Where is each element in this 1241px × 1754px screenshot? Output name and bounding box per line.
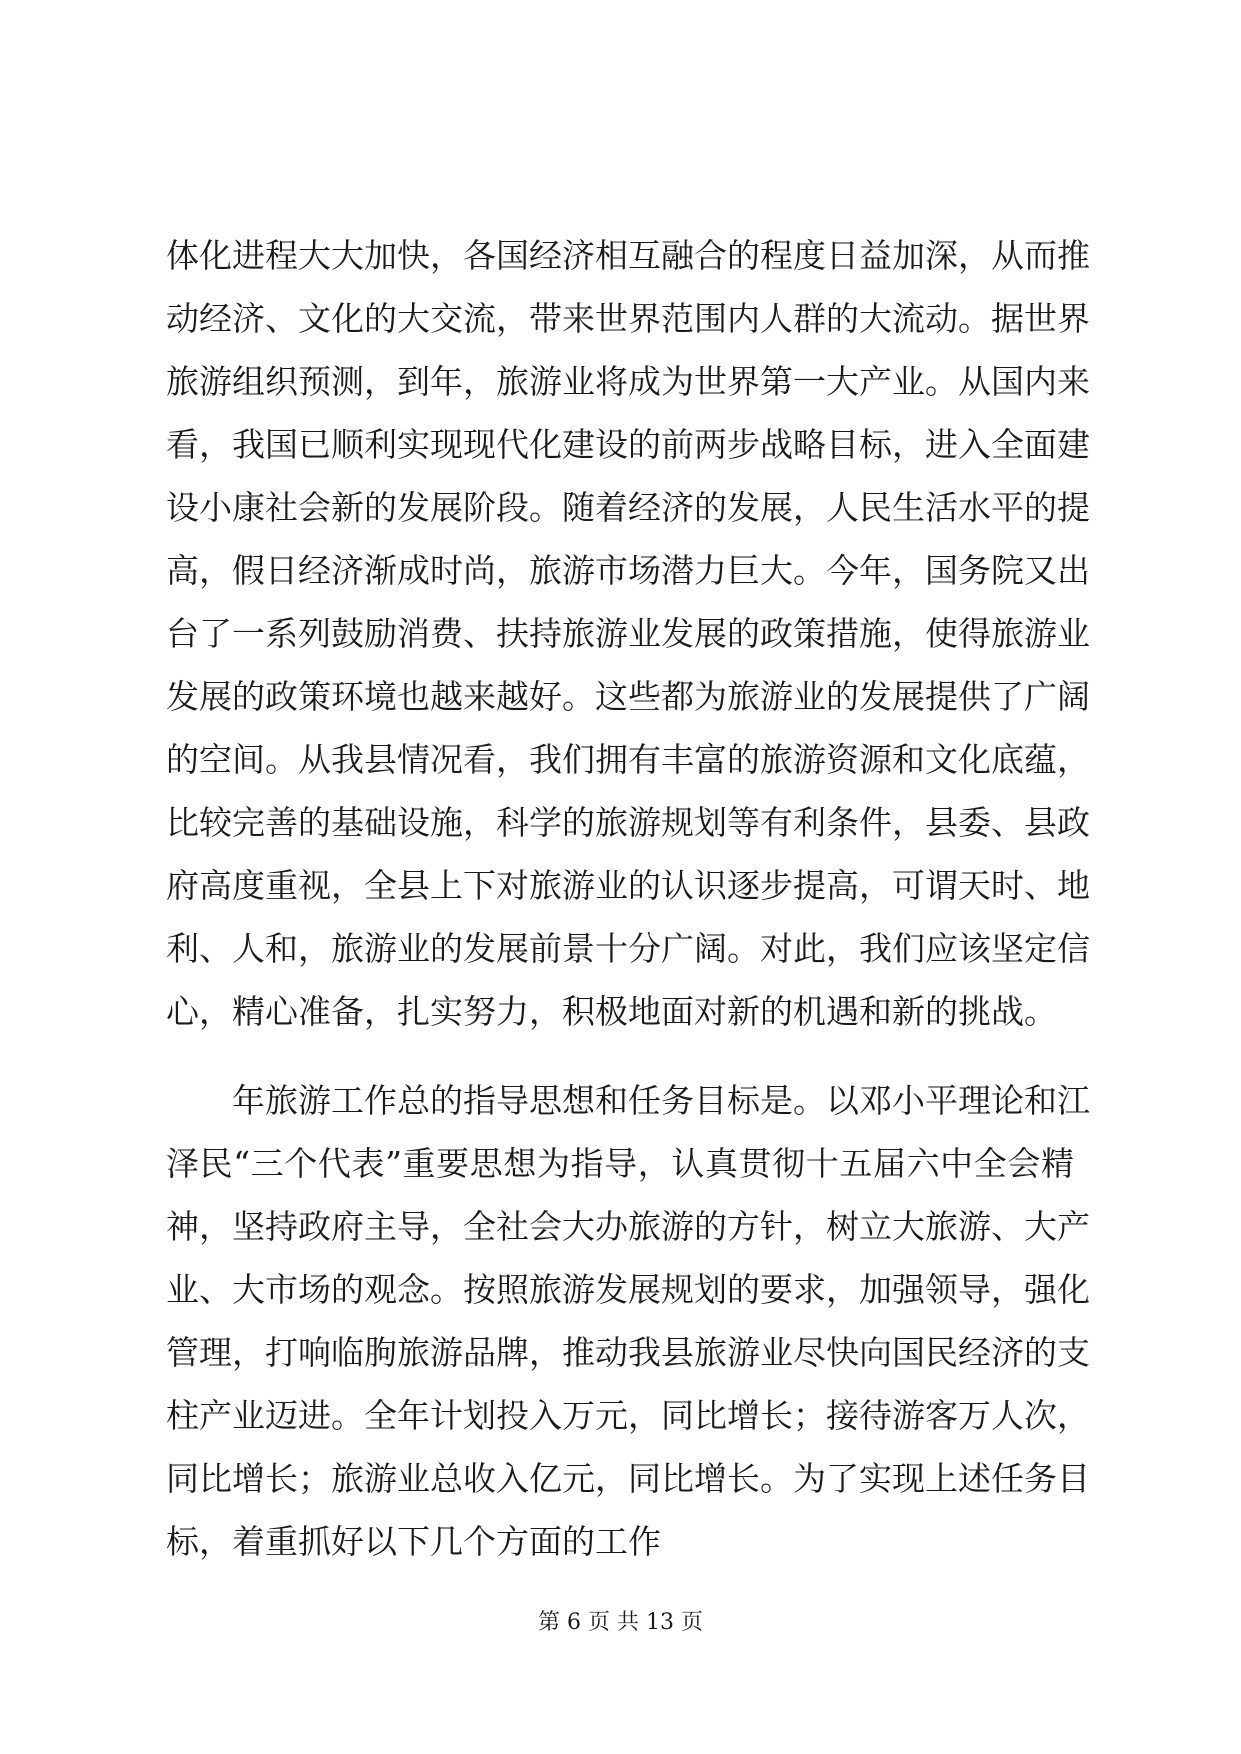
paragraph-line: 的空间。从我县情况看，我们拥有丰富的旅游资源和文化底蕴， bbox=[166, 740, 1090, 779]
paragraph-line: 比较完善的基础设施，科学的旅游规划等有利条件，县委、县政 bbox=[166, 803, 1090, 842]
paragraph-line: 神，坚持政府主导，全社会大办旅游的方针，树立大旅游、大产 bbox=[166, 1207, 1090, 1246]
paragraph-line: 体化进程大大加快，各国经济相互融合的程度日益加深，从而推 bbox=[166, 236, 1090, 275]
paragraph-1 bbox=[166, 224, 1090, 1043]
paragraph-line: 标，着重抓好以下几个方面的工作 bbox=[166, 1522, 661, 1561]
paragraph-line: 看，我国已顺利实现现代化建设的前两步战略目标，进入全面建 bbox=[166, 425, 1090, 464]
page-indicator: 第 6 页 共 13 页 bbox=[538, 1610, 703, 1635]
paragraph-2 bbox=[166, 1069, 1090, 1573]
paragraph-line: 泽民“三个代表”重要思想为指导，认真贯彻十五届六中全会精 bbox=[166, 1144, 1074, 1183]
paragraph-line: 高，假日经济渐成时尚，旅游市场潜力巨大。今年，国务院又出 bbox=[166, 551, 1090, 590]
paragraph-line: 同比增长；旅游业总收入亿元，同比增长。为了实现上述任务目 bbox=[166, 1459, 1090, 1498]
paragraph-line: 管理，打响临朐旅游品牌，推动我县旅游业尽快向国民经济的支 bbox=[166, 1333, 1090, 1372]
paragraph-line: 利、人和，旅游业的发展前景十分广阔。对此，我们应该坚定信 bbox=[166, 929, 1090, 968]
paragraph-line: 发展的政策环境也越来越好。这些都为旅游业的发展提供了广阔 bbox=[166, 677, 1090, 716]
paragraph-line: 设小康社会新的发展阶段。随着经济的发展，人民生活水平的提 bbox=[166, 488, 1090, 527]
paragraph-line: 旅游组织预测，到年，旅游业将成为世界第一大产业。从国内来 bbox=[166, 362, 1090, 401]
paragraph-line: 业、大市场的观念。按照旅游发展规划的要求，加强领导，强化 bbox=[166, 1270, 1090, 1309]
paragraph-line: 动经济、文化的大交流，带来世界范围内人群的大流动。据世界 bbox=[166, 299, 1090, 338]
paragraph-line: 年旅游工作总的指导思想和任务目标是。以邓小平理论和江 bbox=[232, 1081, 1090, 1120]
paragraph-line: 台了一系列鼓励消费、扶持旅游业发展的政策措施，使得旅游业 bbox=[166, 614, 1090, 653]
page-footer bbox=[0, 1608, 1241, 1638]
paragraph-line: 心，精心准备，扎实努力，积极地面对新的机遇和新的挑战。 bbox=[166, 992, 1057, 1031]
paragraph-line: 府高度重视，全县上下对旅游业的认识逐步提高，可谓天时、地 bbox=[166, 866, 1090, 905]
paragraph-line: 柱产业迈进。全年计划投入万元，同比增长；接待游客万人次， bbox=[166, 1396, 1090, 1435]
